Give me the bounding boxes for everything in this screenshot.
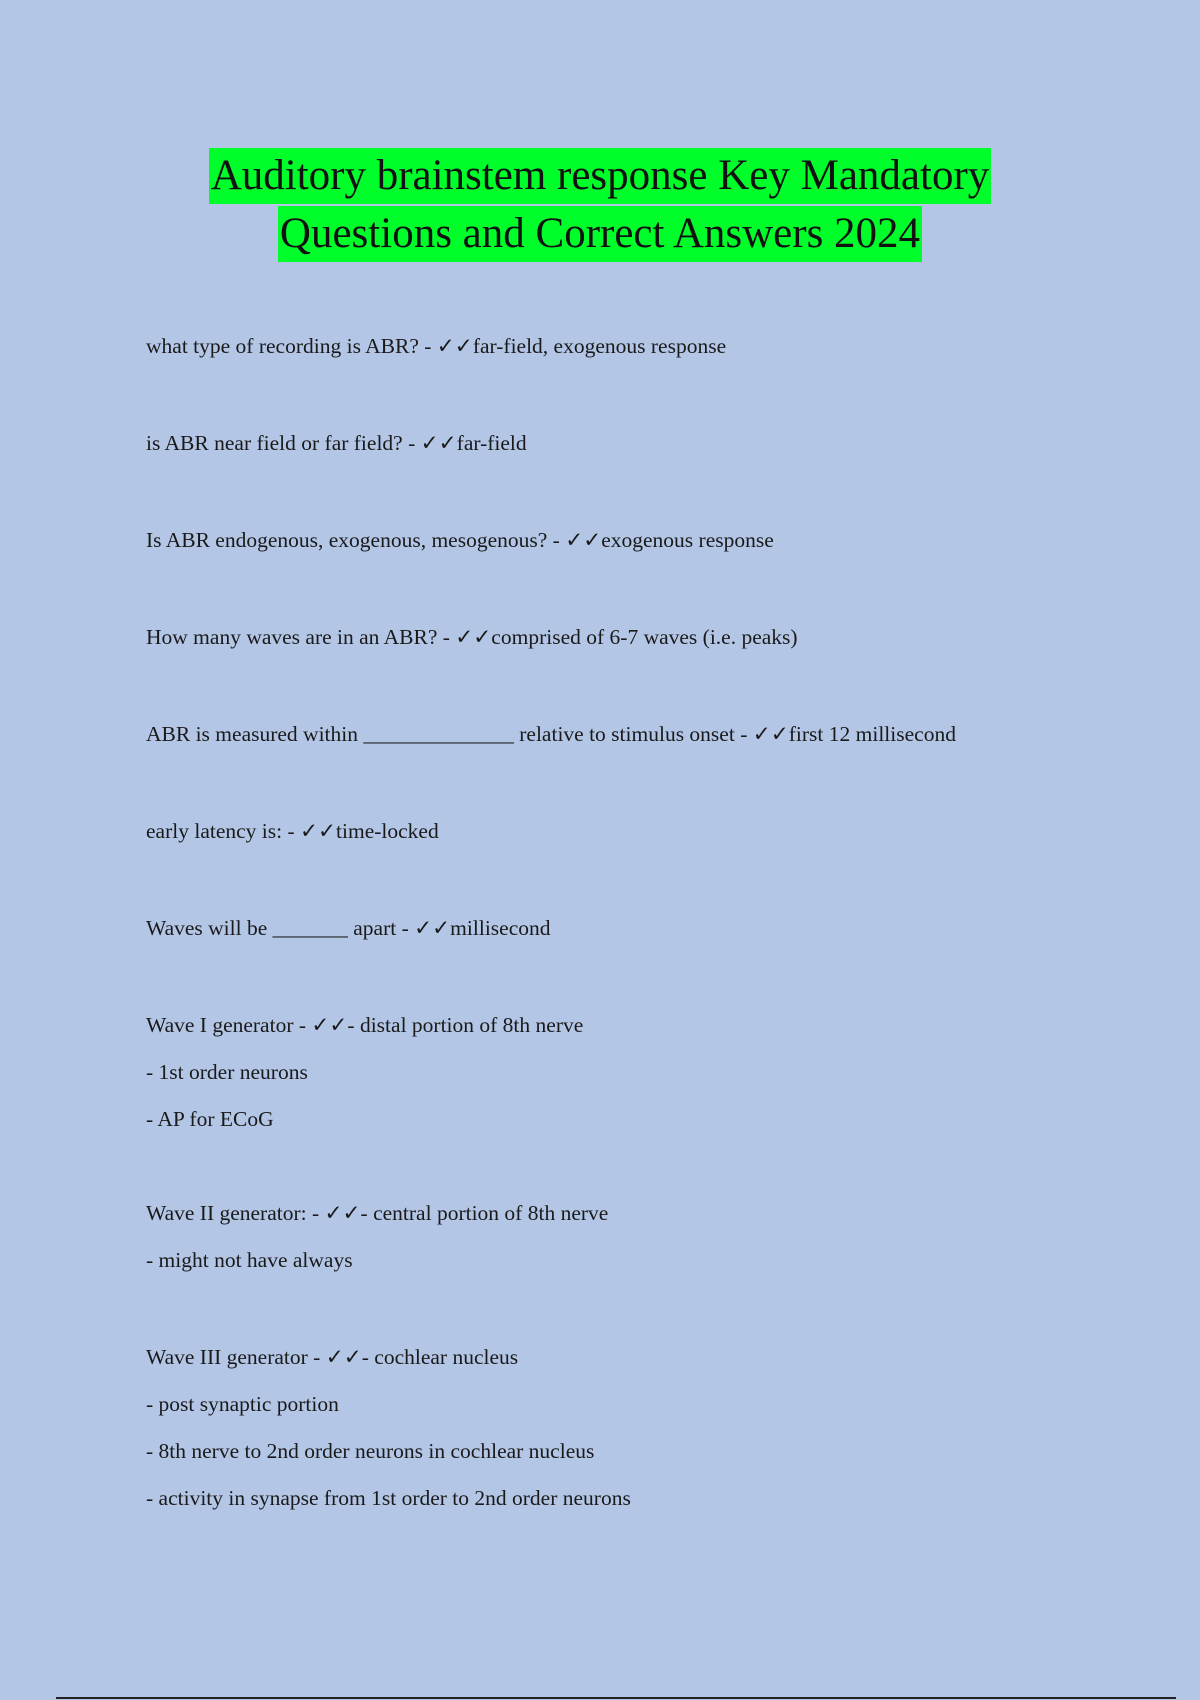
qa-text: ABR is measured within ______________ relative to stimulus onset - ✓✓first 12 millisecond <box>146 722 956 746</box>
qa-item-6 <box>146 808 439 855</box>
qa-text: - AP for ECoG <box>146 1107 274 1131</box>
qa-item-8 <box>146 1002 583 1143</box>
qa-item-4 <box>146 614 798 661</box>
qa-text: Waves will be _______ apart - ✓✓millisecond <box>146 916 551 940</box>
qa-text: is ABR near field or far field? - ✓✓far-field <box>146 431 527 455</box>
qa-text: Is ABR endogenous, exogenous, mesogenous? - ✓✓exogenous response <box>146 528 774 552</box>
qa-text: - activity in synapse from 1st order to 2nd order neurons <box>146 1486 631 1510</box>
qa-text: what type of recording is ABR? - ✓✓far-field, exogenous response <box>146 334 727 358</box>
qa-item-5 <box>146 711 956 758</box>
qa-item-3 <box>146 517 774 564</box>
qa-item-9 <box>146 1190 608 1284</box>
qa-text: - might not have always <box>146 1248 353 1272</box>
qa-text: - post synaptic portion <box>146 1392 339 1416</box>
qa-item-2 <box>146 420 527 467</box>
qa-text: - 1st order neurons <box>146 1060 308 1084</box>
title-line-2: Questions and Correct Answers 2024 <box>278 206 922 262</box>
qa-text: How many waves are in an ABR? - ✓✓comprised of 6-7 waves (i.e. peaks) <box>146 625 798 649</box>
qa-item-10 <box>146 1334 631 1522</box>
document-title <box>0 148 1200 264</box>
qa-text: Wave II generator: - ✓✓- central portion of 8th nerve <box>146 1201 609 1225</box>
qa-text: Wave III generator - ✓✓- cochlear nucleus <box>146 1345 519 1369</box>
title-line-1: Auditory brainstem response Key Mandatory <box>209 148 992 204</box>
qa-text: Wave I generator - ✓✓- distal portion of 8th nerve <box>146 1013 584 1037</box>
qa-item-1 <box>146 323 726 370</box>
qa-text: early latency is: - ✓✓time-locked <box>146 819 439 843</box>
qa-text: - 8th nerve to 2nd order neurons in cochlear nucleus <box>146 1439 595 1463</box>
qa-item-7 <box>146 905 551 952</box>
page-bottom-rule <box>56 1697 1176 1699</box>
